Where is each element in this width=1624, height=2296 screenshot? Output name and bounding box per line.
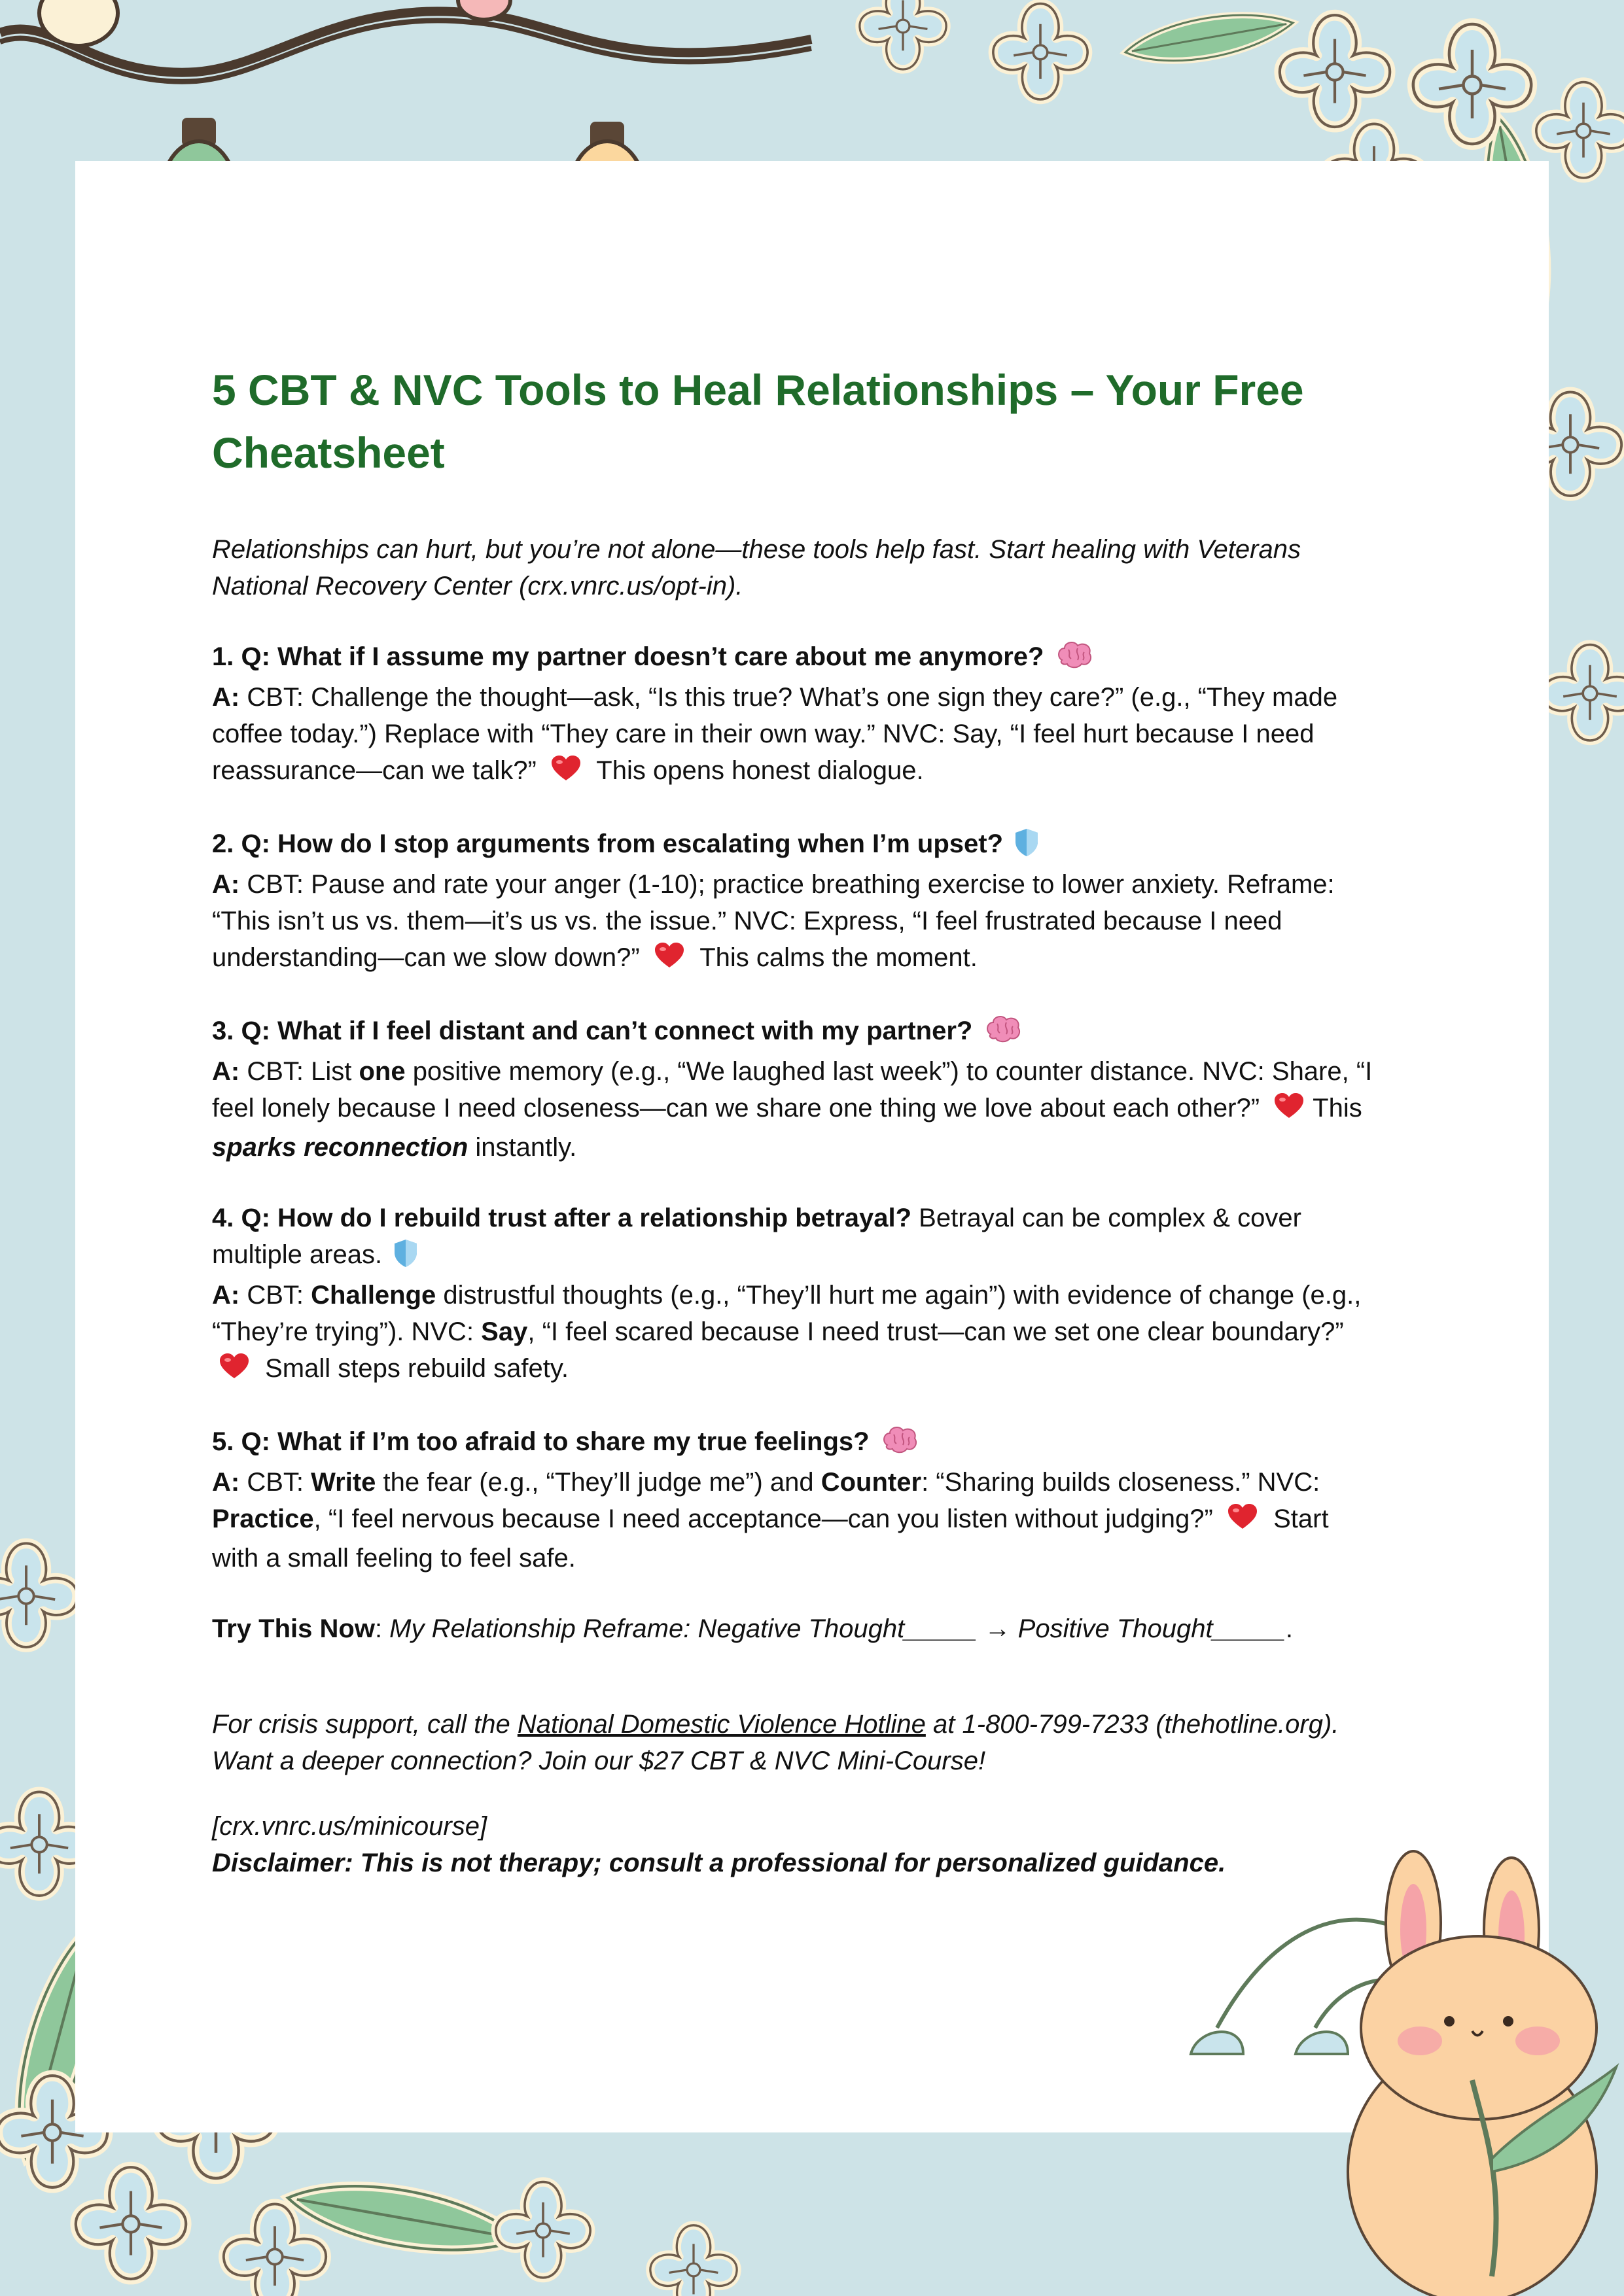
question-5: 5. Q: What if I’m too afraid to share my true feelings? [212,1427,870,1456]
question-3: 3. Q: What if I feel distant and can’t connect with my partner? [212,1017,973,1045]
qa-item-4 [212,1200,1377,1389]
answer-4: A: CBT: Challenge distrustful thoughts (e.g., “They’ll hurt me again”) with evidence of change (e.g., “They’re trying”). NVC: Say, “I feel scared because I need trust—can we set one clear boundary?” Small steps rebuild safety. [212,1277,1377,1389]
crisis-support: For crisis support, call the National Domestic Violence Hotline at 1-800-799-7233 (thehotline.org). [212,1710,1339,1739]
qa-item-2 [212,826,1377,979]
question-1: 1. Q: What if I assume my partner doesn’t care about me anymore? [212,642,1044,671]
qa-item-1 [212,638,1377,791]
question-4-note: Betrayal can be complex & cover multiple areas. [212,1204,1301,1269]
answer-label: A: [212,683,240,712]
hotline-link[interactable]: National Domestic Violence Hotline [517,1710,926,1739]
try-label: Try This Now [212,1614,375,1643]
heart-icon [552,755,580,791]
answer-5: A: CBT: Write the fear (e.g., “They’ll judge me”) and Counter: “Sharing builds closeness.” NVC: Practice, “I feel nervous because I need acceptance—can you listen without judging?” Start with a small feeling to feel safe. [212,1468,1329,1573]
answer-2: A: CBT: Pause and rate your anger (1-10); practice breathing exercise to lower anxiety. Reframe: “This isn’t us vs. them—it’s us vs. the issue.” NVC: Express, “I feel frustrated because I need understanding—can we slow down?” This calms the moment. [212,866,1377,979]
intro-text: Relationships can hurt, but you’re not alone—these tools help fast. Start healing with Veterans National Recovery Center (crx.vnrc.us/opt-in). [212,535,1301,600]
heart-icon [655,942,684,979]
question-4: 4. Q: How do I rebuild trust after a relationship betrayal? [212,1204,912,1232]
closing-2: This calms the moment. [699,943,978,972]
qa-item-5 [212,1423,1377,1576]
course-promo: Want a deeper connection? Join our $27 CBT & NVC Mini-Course! [212,1747,986,1775]
shield-icon [395,1240,417,1277]
closing-4: Small steps rebuild safety. [265,1354,569,1383]
disclaimer: Disclaimer: This is not therapy; consult a professional for personalized guidance. [212,1849,1226,1877]
try-this-now: Try This Now: My Relationship Reframe: Negative Thought_____ → Positive Thought_____. [212,1614,1293,1643]
heart-icon [1228,1503,1257,1540]
qa-item-3 [212,1013,1377,1166]
heart-icon [220,1353,249,1389]
brain-icon [985,1015,1021,1053]
closing-5: Start with a small feeling to feel safe. [212,1505,1329,1573]
footer [212,1706,1377,1881]
answer-3: A: CBT: List one positive memory (e.g., “We laughed last week”) to counter distance. NVC: Share, “I feel lonely because I need closeness—can we share one thing we love about each other?” This sparks reconnection instantly. [212,1057,1373,1162]
closing-1: This opens honest dialogue. [596,756,924,785]
shield-icon [1015,829,1038,866]
course-link[interactable]: [crx.vnrc.us/minicourse] [212,1812,487,1841]
question-2: 2. Q: How do I stop arguments from escalating when I’m upset? [212,829,1004,858]
reframe-exercise: My Relationship Reframe: Negative Thought_____ → Positive Thought_____ [389,1614,1286,1643]
answer-1: A: CBT: Challenge the thought—ask, “Is this true? What’s one sign they care?” (e.g., “They made coffee today.”) Replace with “They care in their own way.” NVC: Say, “I feel hurt because I need reassurance—can we talk?” This opens honest dialogue. [212,679,1377,791]
brain-icon [1057,640,1092,679]
brain-icon [882,1425,917,1464]
cheatsheet-content [212,358,1377,1881]
heart-icon [1275,1092,1303,1129]
closing-3: This sparks reconnection instantly. [212,1094,1362,1162]
page-title: 5 CBT & NVC Tools to Heal Relationships – Your Free Cheatsheet [212,366,1304,477]
